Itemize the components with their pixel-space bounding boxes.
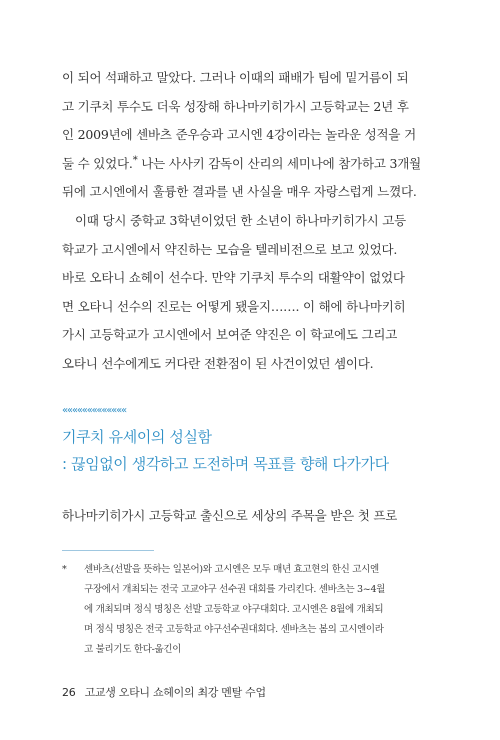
main-text-block [62,64,446,379]
p1-line-4-cont: 나는 사사키 감독이 산리의 세미나에 참가하고 3개월 [137,155,422,171]
p2-line-6: 오타니 선수에게도 커다란 전환점이 된 사건이었던 셈이다. [62,355,374,371]
running-book-title: 고교생 오타니 쇼헤이의 최강 멘탈 수업 [84,686,266,699]
p2-line-2: 학교가 고시엔에서 약진하는 모습을 텔레비전으로 보고 있었다. [62,241,398,257]
footnote-line-1: 센바츠(선발을 뜻하는 일본어)와 고시엔은 모두 매년 효고현의 한신 고시엔 [84,564,379,575]
footnote-star: * [62,564,67,575]
section-title-line-2: : 끊임없이 생각하고 도전하며 목표를 향해 다가가다 [62,455,389,473]
p1-line-1: 이 되어 석패하고 말았다. 그러나 이때의 패배가 팀에 밑거름이 되 [62,70,409,85]
footnote-line-4: 며 정식 명칭은 전국 고등학교 야구선수권대회다. 센바츠는 봄의 고시엔이라 [84,624,384,635]
section-decoration-chevrons: ««««««««««««« [62,405,126,416]
p2-line-1: 이때 당시 중학교 3학년이었던 한 소년이 하나마키히가시 고등 [75,212,407,228]
section-title [62,424,389,478]
paragraph-1 [62,64,446,207]
section-title-line-1: 기쿠치 유세이의 성실함 [62,428,212,446]
page-footer [62,684,266,700]
p1-line-2: 고 기쿠치 투수도 더욱 성장해 하나마키히가시 고등학교는 2년 후 [62,98,409,114]
footnote-text [84,560,446,660]
footnote-line-5: 고 불리기도 한다-옮긴이 [84,644,182,655]
section-body-text: 하나마키히가시 고등학교 출신으로 세상의 주목을 받은 첫 프로 [62,508,398,523]
footnote-line-3: 에 개최되며 정식 명칭은 선발 고등학교 야구대회다. 고시엔은 8월에 개최되 [84,604,384,615]
footnote-marker[interactable]: * [132,154,138,166]
p2-line-4: 면 오타니 선수의 진로는 어떻게 됐을지……. 이 해에 하나마키히 [62,298,406,314]
p2-line-5: 가시 고등학교가 고시엔에서 보여준 약진은 이 학교에도 그리고 [62,327,398,343]
footnote [62,560,446,660]
p1-line-4: 둘 수 있었다. [62,155,133,171]
paragraph-2 [62,207,446,379]
p2-line-3: 바로 오타니 쇼헤이 선수다. 만약 기쿠치 투수의 대활약이 없었다 [62,270,405,286]
footnote-line-2: 구장에서 개최되는 전국 고교야구 선수권 대회를 가리킨다. 센바츠는 3~4월 [84,584,386,595]
footnote-divider [62,550,154,551]
p1-line-3: 인 2009년에 센바츠 준우승과 고시엔 4강이라는 놀라운 성적을 거 [62,127,416,143]
page-number: 26 [62,686,76,699]
p1-line-5: 뒤에 고시엔에서 훌륭한 결과를 낸 사실을 매우 자랑스럽게 느꼈다. [62,184,417,200]
